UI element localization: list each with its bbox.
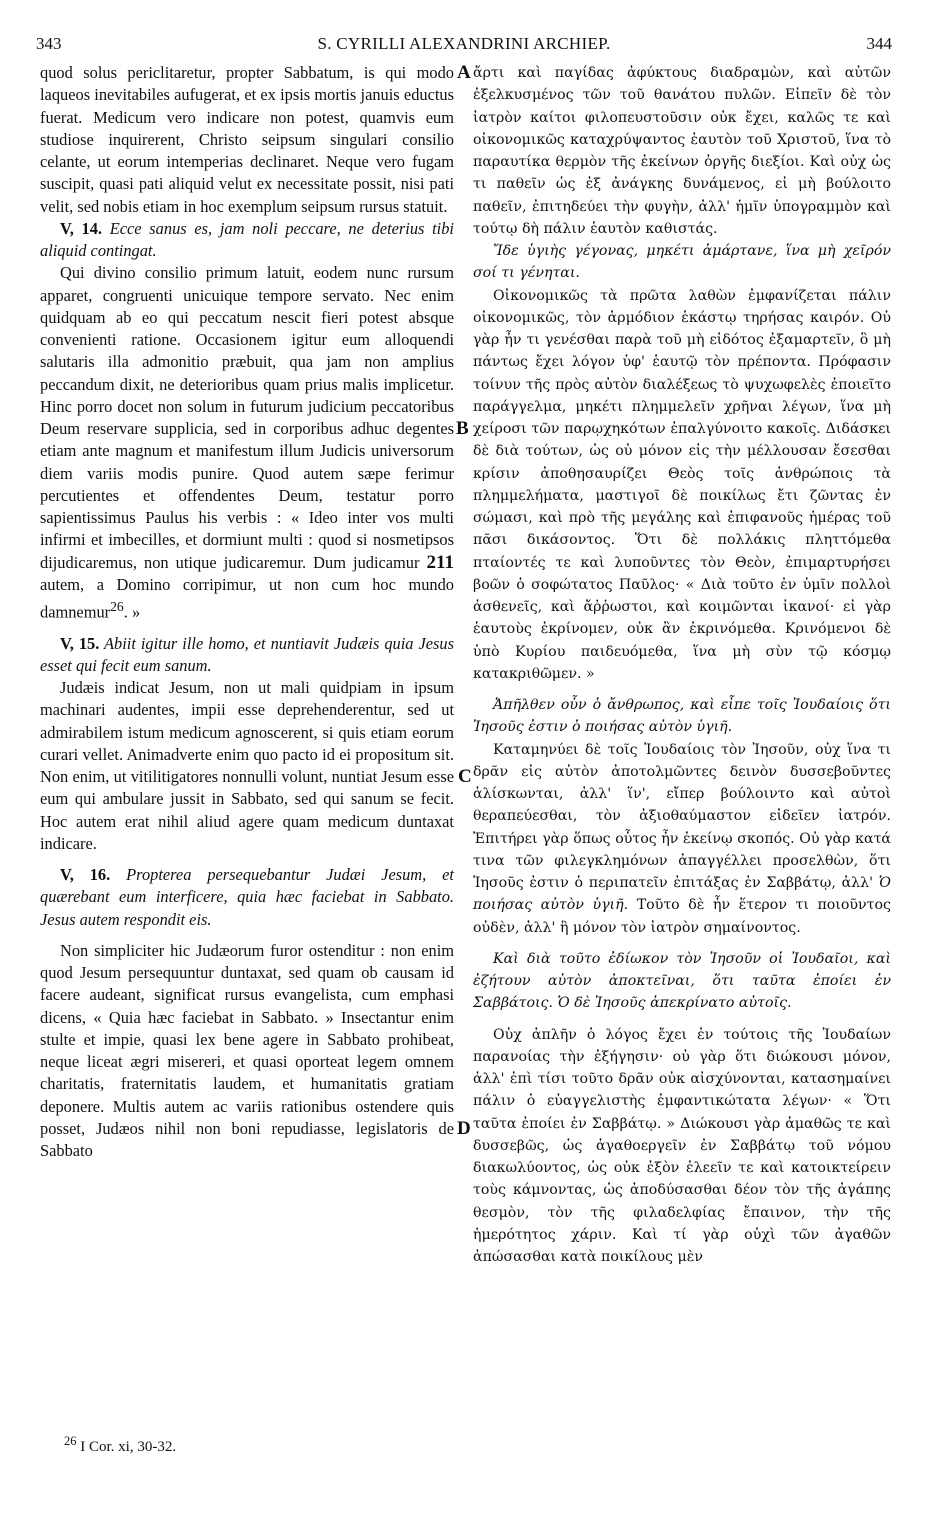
latin-verse-15 bbox=[40, 633, 454, 678]
footnote-ref: 26 bbox=[110, 599, 124, 614]
verse-ref: V, 14. bbox=[60, 218, 103, 238]
page-number-left: 343 bbox=[36, 34, 62, 53]
text-run: autem, a Domino corripimur, ut non cum hoc mundo damnemur bbox=[40, 574, 454, 622]
verse-ref: V, 16. bbox=[60, 865, 111, 885]
page-header bbox=[36, 34, 892, 60]
footnote bbox=[64, 1434, 176, 1456]
latin-paragraph bbox=[40, 262, 454, 623]
greek-paragraph: ἄρτι καὶ παγίδας ἀφύκτους διαδραμὼν, καὶ αὐτῶν ἐξελκυσμένος τῶν τοῦ θανάτου πυλῶν. Εἰπεῖν δὲ τὸν ἰατρὸν καίτοι φιλοπευστοῦσιν οὐκ ἔχει, καλῶς τε καὶ οἰκονομικῶς καταχρύψαντος ἑαυτὸν τοῦ Χριστοῦ, ἵνα τὸ παραυτίκα θερμὸν τῆς ἐκείνων ὀργῆς διεξίοι. Καὶ οὐχ ὡς τι παθεῖν ὡς ἐξ ἀνάγκης δυνάμενος, εἰ μὴ βούλοιτο παθεῖν, ἐπιτηδεύει τὴν φυγὴν, ἀλλ' ἡμῖν ὑπογραμμὸν καὶ τούτῳ δὴ πάλιν ἑαυτὸν καθιστάς. bbox=[473, 65, 891, 237]
margin-letter-a: A bbox=[457, 62, 471, 83]
margin-letter-d: D bbox=[457, 1118, 471, 1139]
text-run: Qui divino consilio primum latuit, eodem nunc rursum apparet, congruenti unicuique tempore servato. Nec enim quidquam ab eo qui peccatum nescit fieri potest absque convenienti ratione. Occasionem igitur eum alloquendi salutaris illa admonitio præbuit, qua jam non amplius peccandum dixit, ne deterioribus quam prius malis implicetur. Hinc porro docet non solum in futurum judicium peccatoribus Deum reservare supplicia, sed in corporibus adhuc degentes etiam ante magnum et manifestum illum Judicis universorum diem variis modis punire. Quod autem sæpe ferimur percutientes et offendentes Deum, testatur porro sapientissimus Paulus his verbis : « Ideo inter vos multi infirmi et imbecilles, et dormiunt multi : quod si nosmetipsos dijudicaremus, non utique judicaremur. Dum judicamur bbox=[40, 263, 454, 572]
column-number: 211 bbox=[426, 551, 454, 573]
verse-text: Propterea persequebantur Judæi Jesum, et quærebant eum interficere, quia hæc faciebat in Sabbato. Jesus autem respondit eis. bbox=[40, 865, 454, 929]
greek-paragraph: Οἰκονομικῶς τὰ πρῶτα λαθὼν ἐμφανίζεται πάλιν οἰκονομικῶς, τὸν ἁρμόδιον ἑκάστῳ τηρήσας καιρόν. Οὐ γὰρ ἦν τι γενέσθαι παρὰ τοῦ μὴ εἰδότος ἐξαμαρτεῖν, ὃ μὴ πάντως ἔχει λόγον ὑφ' ἑαυτῷ τὸν πρέποντα. Πρόφασιν τοίνυν τῆς πρὸς αὐτὸν διαλέξεως τὸ ψυχωφελὲς ἐποιεῖτο παράγγελμα, μηκέτι πλημμελεῖν χρῆναι λέγων, ἵνα μὴ χείροσι τῶν παρῳχηκότων ἐπαλγύνοιτο κακοῖς. Διδάσκει δὲ διὰ τούτων, ὡς οὐ μόνον εἰς τὴν μέλλουσαν ἔσεσθαι κρίσιν ἀποθησαυρίζει Θεὸς τοῖς ἀνθρώποις τὰ πλημμελήματα, μαστιγοῖ δὲ ποικίλως ἔτι ζῶντας ἐν σώμασι, καὶ πρὸ τῆς μεγάλης καὶ ἐπιφανοῦς ἡμέρας τοῦ πᾶσι δικάσοντος. Ὅτι δὲ πολλάκις πληττόμεθα πταίοντές τε καὶ λυποῦντες τὸν Θεὸν, ἐπιμαρτυρήσει βοῶν ὁ σοφώτατος Παῦλος· « Διὰ τοῦτο ἐν ὑμῖν πολλοὶ ἀσθενεῖς, καὶ ἄῤῥωστοι, καὶ κοιμῶνται ἱκανοί· εἰ γὰρ ἑαυτοὺς ἐκρίνομεν, οὐκ ἂν ἐκρινόμεθα. Κρινόμενοι δὲ ὑπὸ Κυρίου παιδευόμεθα, ἵνα μὴ σὺν τῷ κόσμῳ κατακριθῶμεν. » bbox=[473, 287, 891, 682]
greek-paragraph bbox=[473, 739, 891, 939]
latin-paragraph: quod solus periclitaretur, propter Sabbatum, is qui modo laqueos inevitabiles aufugerat, et ex ipsis mortis januis eductus fuerat. Medicum vero indicare non potest, quamvis eum studiose inquirerent, Christo seipsum singulari consilio celante, ut eorum intemperias declinaret. Neque vero fugam suscipit, quasi pati aliquid velut ex necessitate possit, nisi pati velit, sed nobis etiam in hoc exemplum seipsum rursus statuit. bbox=[40, 63, 454, 216]
footnote-text: I Cor. xi, 30-32. bbox=[80, 1439, 177, 1455]
footnote-number: 26 bbox=[64, 1434, 77, 1448]
verse-text: Abiit igitur ille homo, et nuntiavit Judæis quia Jesus esset qui fecit eum sanum. bbox=[40, 633, 454, 675]
running-title: S. CYRILLI ALEXANDRINI ARCHIEP. bbox=[317, 34, 611, 53]
greek-paragraph: Οὐχ ἁπλῆν ὁ λόγος ἔχει ἐν τούτοις τῆς Ἰουδαίων παρανοίας τὴν ἐξήγησιν· οὐ γὰρ ὅτι διώκουσι μόνον, ἀλλ' ἐπὶ τίσι τοῦτο δρᾶν οὐκ αἰσχύνονται, κατασημαίνει πάλιν ὁ εὐαγγελιστὴς ἐμφαντικώτατα λέγων· « Ὅτι ταῦτα ἐποίει ἐν Σαββάτῳ. » Διώκουσι γὰρ ἀμαθῶς τε καὶ δυσσεβῶς, ὡς ἀγαθοεργεῖν ἐν Σαββάτῳ τοῦ νόμου διακωλύοντος, ὡς οὐκ ἐξὸν ἐλεεῖν τε καὶ κατοικτείρειν τοὺς κάμνοντας, ὡς ἀποδύσασθαι δέον τὸν τῆς ἀγάπης θεσμὸν, τὸν τῆς φιλαδελφίας ἔπαινον, τὴν τῆς ἡμερότητος χάριν. Καὶ τί γὰρ οὐχὶ τῶν ἀγαθῶν ἀπώσασθαι κατὰ ποικίλους μὲν bbox=[473, 1026, 891, 1265]
greek-verse-16: Καὶ διὰ τοῦτο ἐδίωκον τὸν Ἰησοῦν οἱ Ἰουδαῖοι, καὶ ἐζήτουν αὐτὸν ἀποκτεῖναι, ὅτι ταῦτα ἐποίει ἐν Σαββάτοις. Ὁ δὲ Ἰησοῦς ἀπεκρίνατο αὐτοῖς. bbox=[473, 950, 891, 1012]
latin-verse-16 bbox=[40, 864, 454, 931]
latin-verse-14 bbox=[40, 218, 454, 263]
greek-verse-15: Ἀπῆλθεν οὖν ὁ ἄνθρωπος, καὶ εἶπε τοῖς Ἰουδαίοις ὅτι Ἰησοῦς ἐστιν ὁ ποιήσας αὐτὸν ὑγιῆ. bbox=[473, 697, 891, 736]
margin-letter-c: C bbox=[458, 766, 472, 787]
greek-verse-14: Ἴδε ὑγιὴς γέγονας, μηκέτι ἁμάρτανε, ἵνα μὴ χεῖρόν σοί τι γένηται. bbox=[473, 243, 891, 282]
text-run: Τοῦτο δὲ ἦν ἕτερον τι ποιοῦντος οὐδὲν, ἀλλ' ἢ μόνον τὸν ἰατρὸν σημαίνοντος. bbox=[473, 897, 891, 936]
quotation: Ὁ ποιήσας αὐτὸν ὑγιῆ. bbox=[473, 875, 891, 914]
text-run: Καταμηνύει δὲ τοῖς Ἰουδαίοις τὸν Ἰησοῦν, οὐχ ἵνα τι δρᾶν εἰς αὐτὸν ἀποτολμῶντες δεινὸν δυσσεβοῦντες ἁλίσκωνται, ἀλλ' ἵν', εἴπερ βούλοιντο καὶ αὐτοὶ θεραπεύεσθαι, τὸν ἀξιοθαύμαστον εἰδεῖεν ἰατρόν. Ἐπιτήρει γὰρ ὅπως οὗτος ἦν ἐκείνῳ σκοπός. Οὐ γὰρ κατά τινα τῶν φιλεγκλημόνων ἀπαγγέλλει προσελθὼν, ὅτι Ἰησοῦς ἐστιν ὁ περιπατεῖν ἐπιτάξας ἐν Σαββάτῳ, ἀλλ' bbox=[473, 741, 891, 891]
verse-text: Ecce sanus es, jam noli peccare, ne deterius tibi aliquid contingat. bbox=[40, 218, 454, 260]
latin-column bbox=[40, 62, 454, 1162]
latin-paragraph: Non simpliciter hic Judæorum furor ostenditur : non enim quod Jesum persequuntur duntaxat, sed quam ob causam id facere audeant, significat rursus evangelista, cum emphasi dicens, « Quia hæc faciebat in Sabbato. » Insectantur enim stulte et impie, quasi lex bene agere in Sabbato prohibeat, neque liceat ægri misereri, et quasi oporteat legem omnem charitatis, fraternitatis laudem, et humanitatis gratiam deponere. Multis autem ac variis rationibus ostendere quis posset, Judæos nihil non boni repudiasse, legislatoris de Sabbato bbox=[40, 940, 454, 1161]
latin-paragraph: Judæis indicat Jesum, non ut mali quidpiam in ipsum machinari audentes, impii esse deprehenderentur, sed ut admirabilem istum medicum agnoscerent, si quis etiam eorum curari vellet. Animadverte enim quo pacto id ei propositum sit. Non enim, ut vitilitigatores nonnulli volunt, nuntiat Jesum esse eum qui ambulare jussit in Sabbato, sed qui sanum se fecit. Hoc autem erat nihil aliud agere quam medicum duntaxat indicare. bbox=[40, 678, 454, 853]
page-number-right: 344 bbox=[866, 34, 892, 53]
text-run: . » bbox=[123, 602, 141, 622]
verse-ref: V, 15. bbox=[60, 633, 100, 653]
margin-letter-b: B bbox=[456, 418, 469, 439]
greek-column bbox=[473, 62, 891, 1268]
